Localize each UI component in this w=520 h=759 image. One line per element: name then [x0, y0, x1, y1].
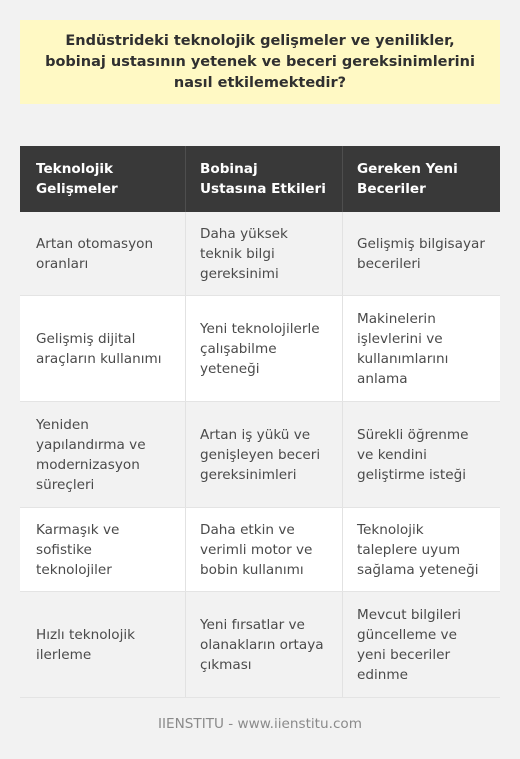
table-cell: Mevcut bilgileri güncelleme ve yeni beceriler edinme — [357, 606, 461, 683]
table-cell: Hızlı teknolojik ilerleme — [20, 592, 186, 697]
table-row — [20, 296, 500, 402]
table-cell: Sürekli öğrenme ve kendini geliştirme isteği — [357, 426, 469, 483]
footer-credit: IIENSTITU - www.iienstitu.com — [158, 716, 362, 732]
table-cell: Karmaşık ve sofistike teknolojiler — [20, 508, 186, 591]
question-text: Endüstrideki teknolojik gelişmeler ve yenilikler, bobinaj ustasının yetenek ve beceri gereksinimlerini nasıl etkilemektedir? — [45, 32, 475, 91]
header-cell: Bobinaj Ustasına Etkileri — [186, 146, 343, 212]
table-row — [20, 508, 500, 592]
table-cell: Artan iş yükü ve genişleyen beceri gereksinimleri — [186, 402, 343, 507]
table-row — [20, 592, 500, 698]
header-cell: Gereken Yeni Beceriler — [357, 161, 458, 197]
table-cell: Gelişmiş bilgisayar becerileri — [357, 235, 485, 272]
table-cell: Makinelerin işlevlerini ve kullanımlarını anlama — [357, 310, 449, 387]
comparison-table — [20, 146, 500, 698]
table-cell: Artan otomasyon oranları — [20, 212, 186, 295]
table-cell: Teknolojik taleplere uyum sağlama yeteneği — [357, 521, 479, 578]
question-box — [20, 20, 500, 104]
header-cell: Teknolojik Gelişmeler — [20, 146, 186, 212]
table-cell: Daha yüksek teknik bilgi gereksinimi — [186, 212, 343, 295]
table-cell: Yeni fırsatlar ve olanakların ortaya çıkması — [186, 592, 343, 697]
table-row — [20, 402, 500, 508]
table-header-row — [20, 146, 500, 212]
table-cell: Daha etkin ve verimli motor ve bobin kullanımı — [186, 508, 343, 591]
table-cell: Gelişmiş dijital araçların kullanımı — [20, 296, 186, 401]
table-cell: Yeni teknolojilerle çalışabilme yeteneği — [186, 296, 343, 401]
table-row — [20, 212, 500, 296]
table-cell: Yeniden yapılandırma ve modernizasyon süreçleri — [20, 402, 186, 507]
